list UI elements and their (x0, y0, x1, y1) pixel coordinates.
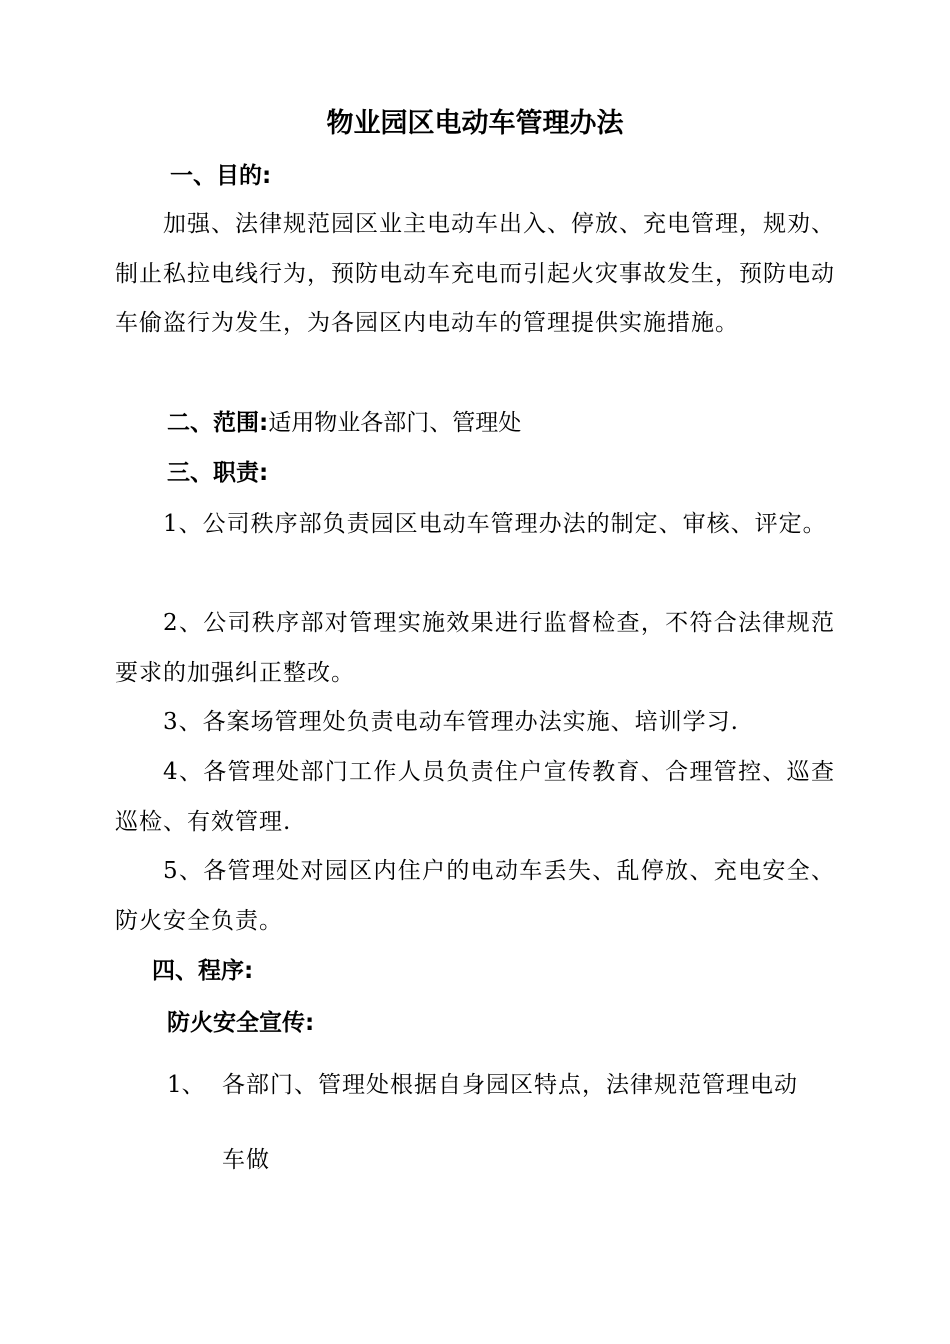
list-item-text-line2: 车做 (222, 1147, 270, 1173)
responsibility-item: 2、公司秩序部对管理实施效果进行监督检查，不符合法律规范要求的加强纠正整改。 (115, 610, 835, 686)
section-heading-scope: 二、范围: (167, 410, 269, 436)
section-scope (167, 406, 521, 440)
subheading-fire-safety: 防火安全宣传: (167, 1010, 315, 1036)
purpose-paragraph: 加强、法律规范园区业主电动车出入、停放、充电管理，规劝、制止私拉电线行为，预防电动车充电而引起火灾事故发生，预防电动车偷盗行为发生，为各园区内电动车的管理提供实施措施。 (115, 211, 835, 336)
section-heading-purpose: 一、目的: (170, 163, 272, 189)
document-title: 物业园区电动车管理办法 (326, 108, 624, 139)
list-item-text-line1: 各部门、管理处根据自身园区特点，法律规范管理电动 (222, 1072, 798, 1098)
scope-text: 适用物业各部门、管理处 (268, 410, 522, 436)
responsibility-item: 5、各管理处对园区内住户的电动车丢失、乱停放、充电安全、防火安全负责。 (115, 858, 835, 934)
section-heading-responsibilities: 三、职责: (167, 460, 269, 486)
responsibility-item: 1、公司秩序部负责园区电动车管理办法的制定、审核、评定。 (163, 511, 827, 537)
responsibility-item: 4、各管理处部门工作人员负责住户宣传教育、合理管控、巡查巡检、有效管理. (115, 759, 835, 835)
section-heading-procedure: 四、程序: (152, 958, 254, 984)
responsibility-item: 3、各案场管理处负责电动车管理办法实施、培训学习. (163, 709, 739, 735)
list-item-number: 1、 (167, 1072, 205, 1098)
